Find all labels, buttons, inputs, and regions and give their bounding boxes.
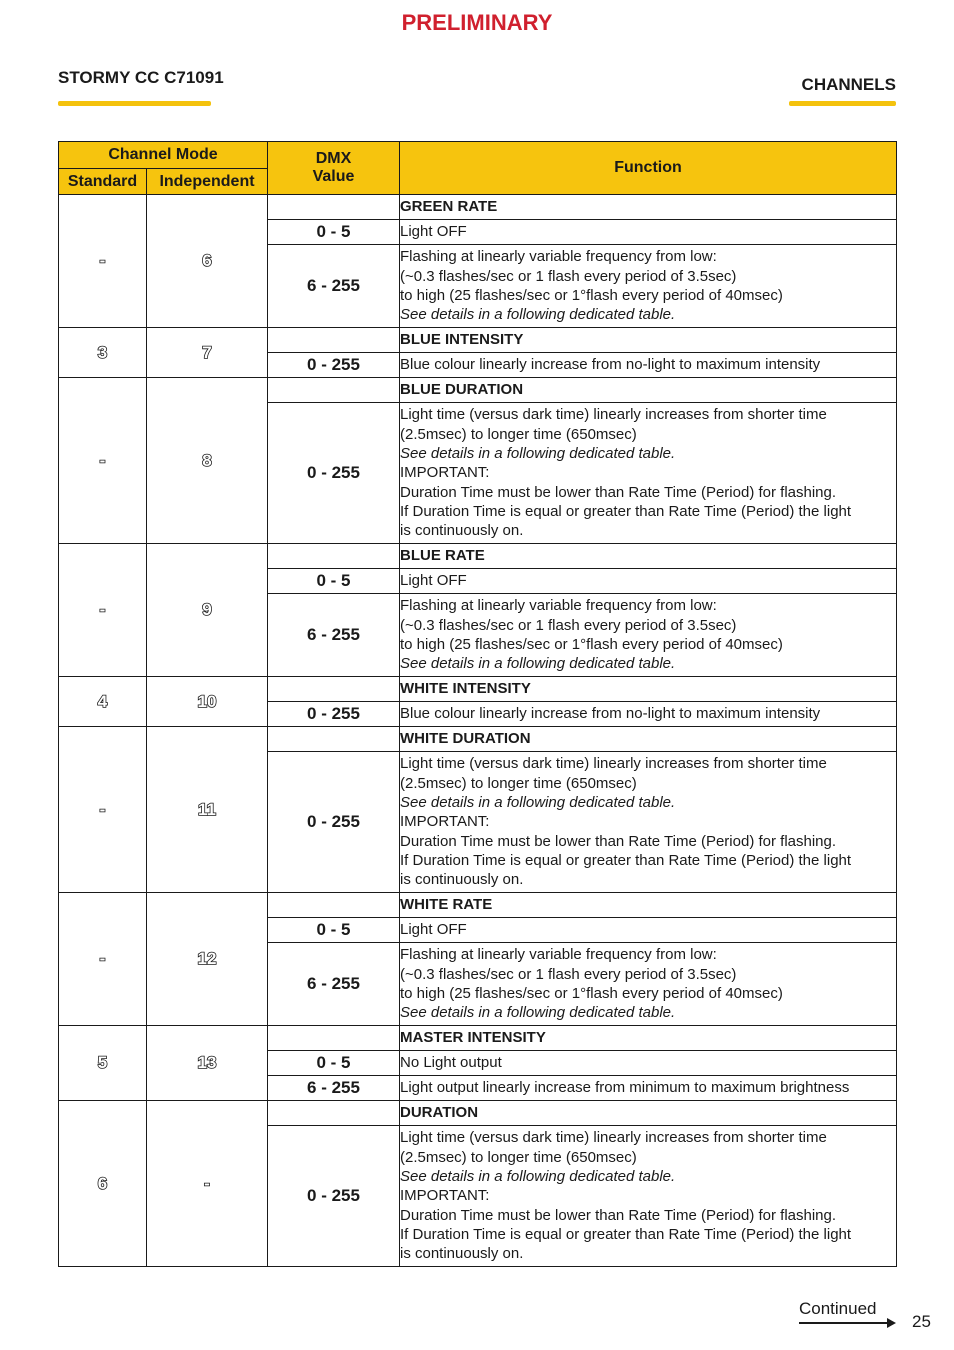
header-independent: Independent — [147, 169, 268, 195]
description-line: IMPORTANT: — [400, 464, 490, 482]
function-description — [400, 403, 897, 544]
independent-channel-cell: 11 — [147, 727, 268, 893]
description-line: IMPORTANT: — [400, 813, 490, 831]
function-description — [400, 594, 897, 677]
dmx-value-cell — [268, 378, 400, 403]
model-name: STORMY CC C71091 — [58, 68, 224, 87]
independent-channel-cell: 7 — [147, 328, 268, 378]
standard-channel-cell: - — [59, 727, 147, 893]
dmx-value-cell: 0 - 5 — [268, 569, 400, 594]
table-row — [59, 378, 897, 403]
function-description — [400, 943, 897, 1026]
dmx-value-cell: 0 - 255 — [268, 702, 400, 727]
description-line: Duration Time must be lower than Rate Time (Period) for flashing. — [400, 1206, 837, 1224]
preliminary-label: PRELIMINARY — [401, 10, 553, 35]
dmx-value-cell — [268, 1026, 400, 1051]
function-description — [400, 220, 897, 245]
description-line: Flashing at linearly variable frequency from low: — [400, 946, 717, 964]
channels-table — [58, 141, 897, 1267]
description-line: Light OFF — [400, 223, 467, 241]
function-title: BLUE RATE — [400, 544, 897, 569]
function-title: DURATION — [400, 1101, 897, 1126]
standard-channel-cell: 3 — [59, 328, 147, 378]
section-underline — [789, 101, 896, 106]
description-line: Duration Time must be lower than Rate Time (Period) for flashing. — [400, 483, 837, 501]
dmx-value-cell — [268, 195, 400, 220]
description-line: If Duration Time is equal or greater than Rate Time (Period) the light — [400, 851, 852, 869]
dmx-value-cell — [268, 328, 400, 353]
independent-channel-cell: 8 — [147, 378, 268, 544]
description-line: Flashing at linearly variable frequency from low: — [400, 597, 717, 615]
table-row — [59, 195, 897, 220]
description-line: (~0.3 flashes/sec or 1 flash every period of 3.5sec) — [400, 267, 737, 285]
description-line: (2.5msec) to longer time (650msec) — [400, 1148, 637, 1166]
function-description — [400, 1126, 897, 1267]
header-dmx-value — [268, 142, 400, 195]
description-line: See details in a following dedicated table. — [400, 445, 676, 463]
table-row — [59, 544, 897, 569]
table-row — [59, 677, 897, 702]
function-title: BLUE INTENSITY — [400, 328, 897, 353]
function-description — [400, 918, 897, 943]
function-title: MASTER INTENSITY — [400, 1026, 897, 1051]
description-line: Duration Time must be lower than Rate Time (Period) for flashing. — [400, 832, 837, 850]
dmx-value-cell: 0 - 5 — [268, 1051, 400, 1076]
independent-channel-cell: 10 — [147, 677, 268, 727]
channels-table-body — [59, 195, 897, 1267]
header-dmx-line1: DMX — [315, 150, 352, 167]
description-line: Light OFF — [400, 921, 467, 939]
dmx-value-cell — [268, 727, 400, 752]
continued-arrow-line — [799, 1322, 889, 1324]
dmx-value-cell: 0 - 255 — [268, 752, 400, 893]
description-line: See details in a following dedicated table. — [400, 794, 676, 812]
function-description — [400, 1051, 897, 1076]
description-line: (~0.3 flashes/sec or 1 flash every period of 3.5sec) — [400, 616, 737, 634]
description-line: to high (25 flashes/sec or 1°flash every period of 40msec) — [400, 287, 783, 304]
dmx-value-cell: 6 - 255 — [268, 1076, 400, 1101]
independent-channel-cell: 12 — [147, 893, 268, 1026]
description-line: Blue colour linearly increase from no-light to maximum intensity — [400, 705, 821, 723]
description-line: Light OFF — [400, 572, 467, 590]
table-row — [59, 893, 897, 918]
description-line: See details in a following dedicated table. — [400, 655, 676, 673]
standard-channel-cell: 6 — [59, 1101, 147, 1267]
dmx-value-cell: 0 - 255 — [268, 403, 400, 544]
description-line: is continuously on. — [400, 1245, 524, 1263]
arrow-right-icon — [887, 1318, 896, 1328]
description-line: Light time (versus dark time) linearly increases from shorter time — [400, 406, 827, 424]
independent-channel-cell: - — [147, 1101, 268, 1267]
table-row — [59, 727, 897, 752]
description-line: is continuously on. — [400, 871, 524, 889]
independent-channel-cell: 13 — [147, 1026, 268, 1101]
function-description — [400, 1076, 897, 1101]
dmx-value-cell: 6 - 255 — [268, 943, 400, 1026]
function-title: WHITE INTENSITY — [400, 677, 897, 702]
standard-channel-cell: - — [59, 893, 147, 1026]
function-description — [400, 702, 897, 727]
model-underline — [58, 101, 211, 106]
independent-channel-cell: 9 — [147, 544, 268, 677]
dmx-value-cell: 6 - 255 — [268, 594, 400, 677]
table-row — [59, 1101, 897, 1126]
function-description — [400, 752, 897, 893]
dmx-value-cell — [268, 544, 400, 569]
description-line: See details in a following dedicated table. — [400, 306, 676, 324]
description-line: Light time (versus dark time) linearly increases from shorter time — [400, 1129, 827, 1147]
description-line: If Duration Time is equal or greater than Rate Time (Period) the light — [400, 1225, 852, 1243]
function-title: WHITE RATE — [400, 893, 897, 918]
header-standard: Standard — [59, 169, 147, 195]
dmx-value-cell: 0 - 255 — [268, 1126, 400, 1267]
description-line: Light time (versus dark time) linearly increases from shorter time — [400, 755, 827, 773]
description-line: See details in a following dedicated table. — [400, 1168, 676, 1186]
description-line: (2.5msec) to longer time (650msec) — [400, 774, 637, 792]
description-line: to high (25 flashes/sec or 1°flash every period of 40msec) — [400, 985, 783, 1002]
header-dmx-line2: Value — [312, 168, 355, 185]
dmx-value-cell — [268, 1101, 400, 1126]
dmx-value-cell — [268, 893, 400, 918]
function-description — [400, 353, 897, 378]
table-row — [59, 328, 897, 353]
description-line: See details in a following dedicated table. — [400, 1004, 676, 1022]
function-description — [400, 569, 897, 594]
dmx-value-cell: 0 - 5 — [268, 918, 400, 943]
dmx-value-cell: 0 - 255 — [268, 353, 400, 378]
standard-channel-cell: - — [59, 195, 147, 328]
description-line: to high (25 flashes/sec or 1°flash every period of 40msec) — [400, 636, 783, 653]
standard-channel-cell: 4 — [59, 677, 147, 727]
table-row — [59, 1026, 897, 1051]
description-line: If Duration Time is equal or greater than Rate Time (Period) the light — [400, 502, 852, 520]
standard-channel-cell: - — [59, 378, 147, 544]
section-title: CHANNELS — [801, 75, 896, 94]
dmx-value-cell: 6 - 255 — [268, 245, 400, 328]
function-title: GREEN RATE — [400, 195, 897, 220]
description-line: (2.5msec) to longer time (650msec) — [400, 425, 637, 443]
independent-channel-cell: 6 — [147, 195, 268, 328]
dmx-value-cell — [268, 677, 400, 702]
dmx-value-cell: 0 - 5 — [268, 220, 400, 245]
standard-channel-cell: - — [59, 544, 147, 677]
description-line: Blue colour linearly increase from no-light to maximum intensity — [400, 356, 821, 374]
function-title: WHITE DURATION — [400, 727, 897, 752]
page-number: 25 — [912, 1312, 931, 1331]
continued-label: Continued — [799, 1299, 877, 1318]
function-description — [400, 245, 897, 328]
header-function: Function — [400, 142, 897, 195]
standard-channel-cell: 5 — [59, 1026, 147, 1101]
description-line: Flashing at linearly variable frequency from low: — [400, 248, 717, 266]
description-line: is continuously on. — [400, 522, 524, 540]
header-channel-mode: Channel Mode — [59, 142, 268, 169]
description-line: No Light output — [400, 1054, 502, 1072]
description-line: IMPORTANT: — [400, 1187, 490, 1205]
description-line: (~0.3 flashes/sec or 1 flash every period of 3.5sec) — [400, 965, 737, 983]
function-title: BLUE DURATION — [400, 378, 897, 403]
description-line: Light output linearly increase from minimum to maximum brightness — [400, 1079, 850, 1097]
